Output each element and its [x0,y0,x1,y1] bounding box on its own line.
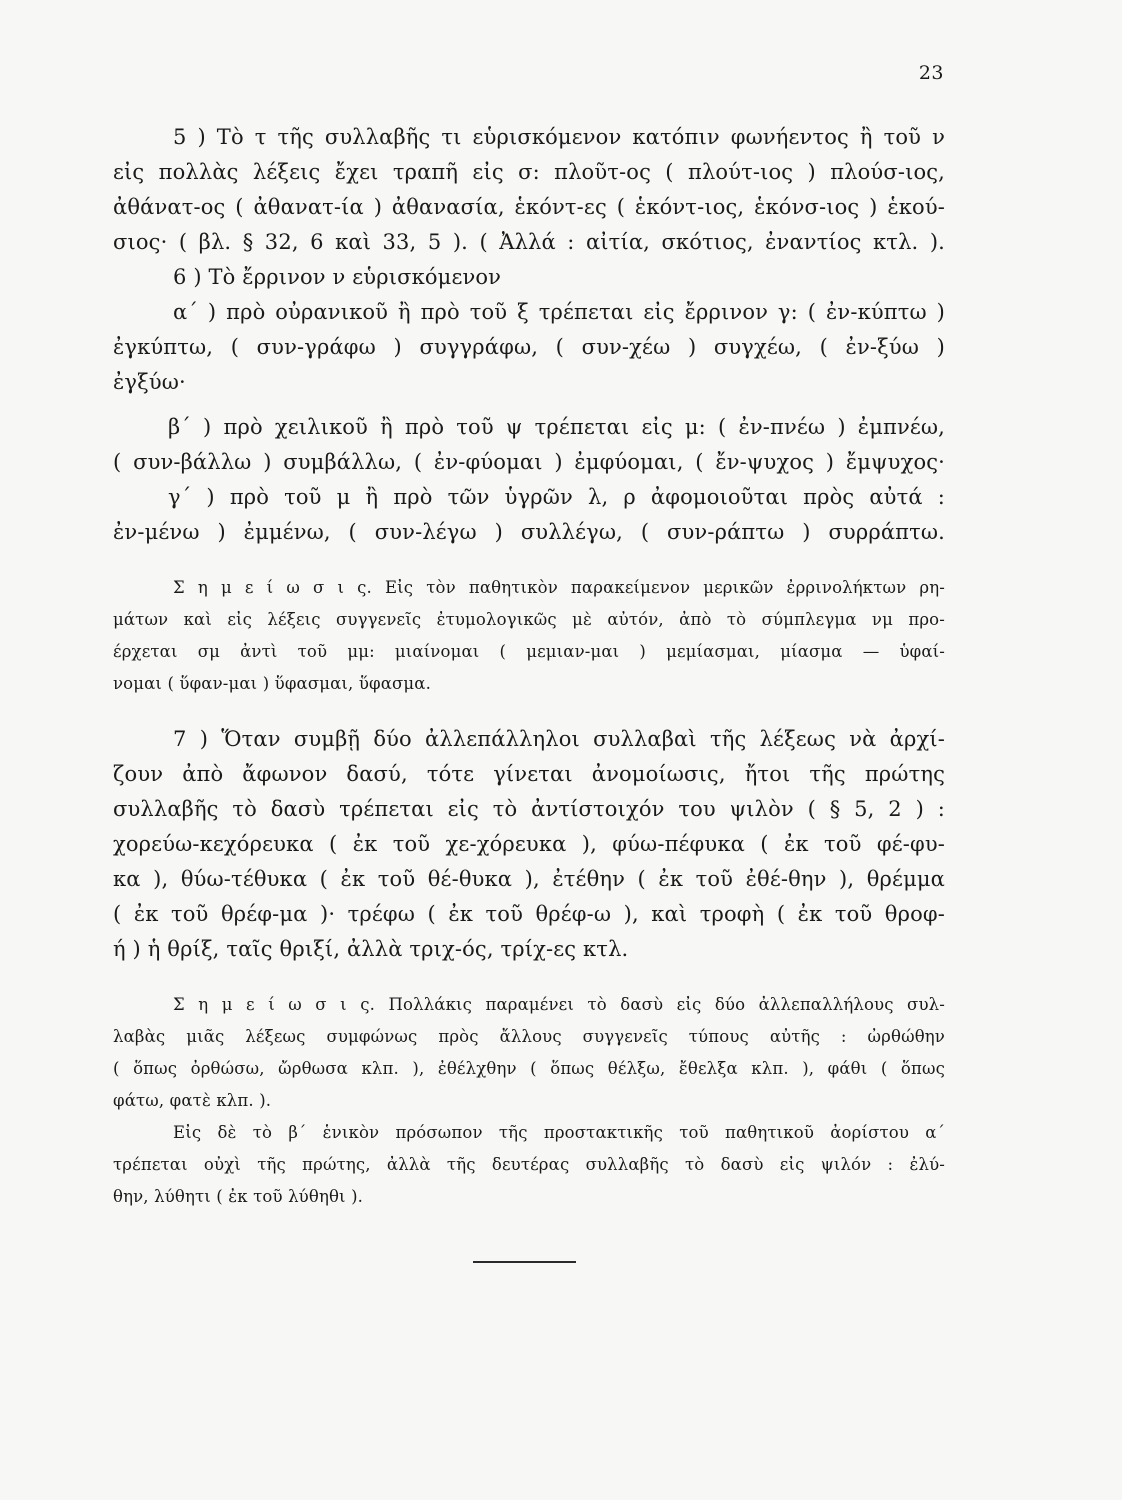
note-line: νομαι ( ὕφαν-μαι ) ὕφασμαι, ὕφασμα. [113,674,431,693]
text-line: ( συν-βάλλω ) συμβάλλω, ( ἐν-φύομαι ) ἐμφύομαι, ( ἔν-ψυχος ) ἔμψυχος· [113,450,945,474]
text-line: α΄ ) πρὸ οὐρανικοῦ ἢ πρὸ τοῦ ξ τρέπεται εἰς ἔρρινον γ: ( ἐν-κύπτω ) [173,300,945,324]
text-line: γ΄ ) πρὸ τοῦ μ ἢ πρὸ τῶν ὑγρῶν λ, ρ ἀφομοιοῦται πρὸς αὐτά : [168,485,945,509]
note-line: θην, λύθητι ( ἐκ τοῦ λύθηθι ). [113,1187,364,1206]
note-line: φάτω, φατὲ κλπ. ). [113,1091,272,1110]
note-line: Εἰς δὲ τὸ β΄ ἑνικὸν πρόσωπον τῆς προστακτικῆς τοῦ παθητικοῦ ἀορίστου α΄ [173,1123,945,1142]
text-line: ( ἐκ τοῦ θρέφ-μα )· τρέφω ( ἐκ τοῦ θρέφ-ω ), καὶ τροφὴ ( ἐκ τοῦ θροφ- [113,902,945,926]
note-line: λαβὰς μιᾶς λέξεως συμφώνως πρὸς ἄλλους συγγενεῖς τύπους αὐτῆς : ὠρθώθην [113,1027,945,1046]
text-line: 7 ) Ὅταν συμβῇ δύο ἀλλεπάλληλοι συλλαβαὶ τῆς λέξεως νὰ ἀρχί- [173,727,945,751]
text-line: χορεύω-κεχόρευκα ( ἐκ τοῦ χε-χόρευκα ), φύω-πέφυκα ( ἐκ τοῦ φέ-φυ- [113,832,945,856]
text-line: ἀθάνατ-ος ( ἀθανατ-ία ) ἀθανασία, ἑκόντ-ες ( ἑκόντ-ιος, ἑκόνσ-ιος ) ἑκού- [113,195,945,219]
text-line: συλλαβῆς τὸ δασὺ τρέπεται εἰς τὸ ἀντίστοιχόν του ψιλὸν ( § 5, 2 ) : [113,797,945,821]
note-line: μάτων καὶ εἰς λέξεις συγγενεῖς ἐτυμολογικῶς μὲ αὐτόν, ἀπὸ τὸ σύμπλεγμα νμ προ- [113,610,945,629]
text-line: ζουν ἀπὸ ἄφωνον δασύ, τότε γίνεται ἀνομοίωσις, ἤτοι τῆς πρώτης [113,762,945,786]
note-line: τρέπεται οὐχὶ τῆς πρώτης, ἀλλὰ τῆς δευτέρας συλλαβῆς τὸ δασὺ εἰς ψιλόν : ἐλύ- [113,1155,945,1174]
page-text [113,120,945,1263]
note-line: Σ η μ ε ί ω σ ι ς. Εἰς τὸν παθητικὸν παρακείμενον μερικῶν ἐρρινολήκτων ρη- [173,578,945,597]
text-line: 6 ) Τὸ ἔρρινον ν εὑρισκόμενον [173,265,502,289]
note-line: ( ὅπως ὀρθώσω, ὤρθωσα κλπ. ), ἐθέλχθην ( ὅπως θέλξω, ἔθελξα κλπ. ), φάθι ( ὅπως [113,1059,945,1078]
text-line: ἐγκύπτω, ( συν-γράφω ) συγγράφω, ( συν-χέω ) συγχέω, ( ἐν-ξύω ) [113,335,945,359]
note-1 [113,572,945,700]
page-number: 23 [918,62,944,84]
text-line: εἰς πολλὰς λέξεις ἔχει τραπῆ εἰς σ: πλοῦτ-ος ( πλούτ-ιος ) πλούσ-ιος, [113,160,945,184]
note-line: Σ η μ ε ί ω σ ι ς. Πολλάκις παραμένει τὸ δασὺ εἰς δύο ἀλλεπαλλήλους συλ- [173,995,945,1014]
closing-rule [473,1261,576,1263]
note-line: έρχεται σμ ἀντὶ τοῦ μμ: μιαίνομαι ( μεμιαν-μαι ) μεμίασμαι, μίασμα — ὑφαί- [113,642,945,661]
text-line: ἐγξύω· [113,370,186,394]
section-7 [113,722,945,967]
section-6 [113,260,945,550]
section-5 [113,120,945,260]
note-2 [113,989,945,1213]
text-line: β΄ ) πρὸ χειλικοῦ ἢ πρὸ τοῦ ψ τρέπεται εἰς μ: ( ἐν-πνέω ) ἐμπνέω, [168,415,945,439]
text-line: σιος· ( βλ. § 32, 6 καὶ 33, 5 ). ( Ἀλλά : αἰτία, σκότιος, ἐναντίος κτλ. ). [113,230,945,254]
text-line: 5 ) Τὸ τ τῆς συλλαβῆς τι εὑρισκόμενον κατόπιν φωνήεντος ἢ τοῦ ν [173,125,945,149]
text-line: ή ) ἡ θρίξ, ταῖς θριξί, ἀλλὰ τριχ-ός, τρίχ-ες κτλ. [113,937,629,961]
text-line: κα ), θύω-τέθυκα ( ἐκ τοῦ θέ-θυκα ), ἐτέθην ( ἐκ τοῦ ἐθέ-θην ), θρέμμα [113,867,945,891]
text-line: ἐν-μένω ) ἐμμένω, ( συν-λέγω ) συλλέγω, ( συν-ράπτω ) συρράπτω. [113,520,945,544]
